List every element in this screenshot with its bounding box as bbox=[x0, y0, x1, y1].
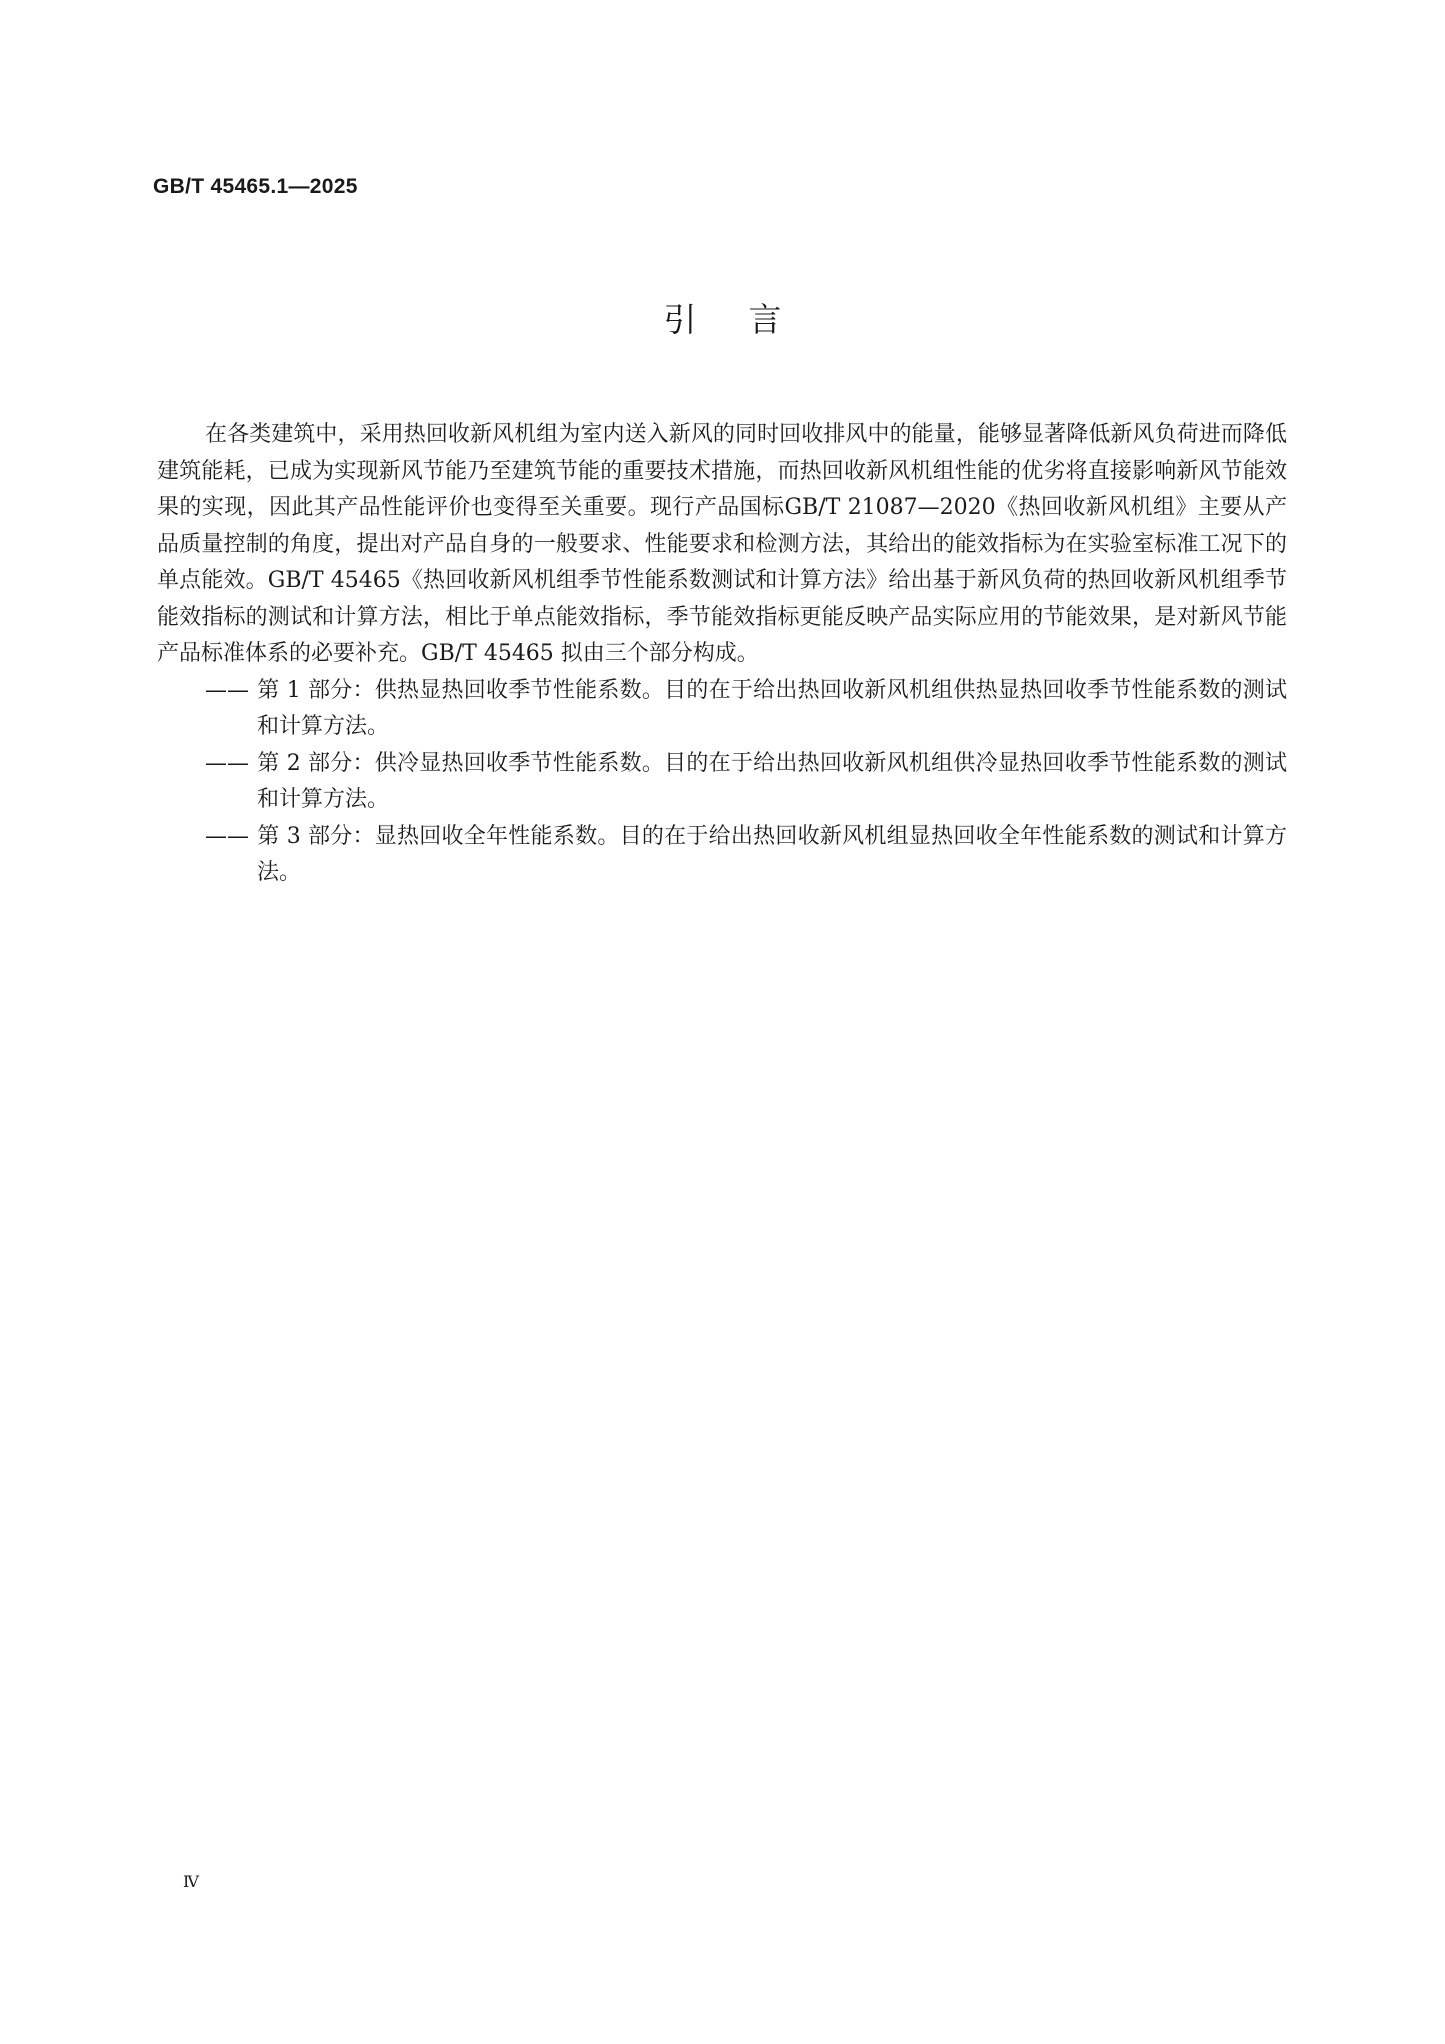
list-item-text: 第 3 部分：显热回收全年性能系数。目的在于给出热回收新风机组显热回收全年性能系数的测试和计算方法。 bbox=[257, 823, 1287, 885]
list-dash: —— bbox=[205, 750, 249, 776]
list-item-part-3 bbox=[157, 819, 1287, 892]
body-text bbox=[157, 417, 1287, 892]
intro-paragraph: 在各类建筑中，采用热回收新风机组为室内送入新风的同时回收排风中的能量，能够显著降低新风负荷进而降低建筑能耗，已成为实现新风节能乃至建筑节能的重要技术措施，而热回收新风机组性能的优劣将直接影响新风节能效果的实现，因此其产品性能评价也变得至关重要。现行产品国标GB/T 21087—2020《热回收新风机组》主要从产品质量控制的角度，提出对产品自身的一般要求、性能要求和检测方法，其给出的能效指标为在实验室标准工况下的单点能效。GB/T 45465《热回收新风机组季节性能系数测试和计算方法》给出基于新风负荷的热回收新风机组季节能效指标的测试和计算方法，相比于单点能效指标，季节能效指标更能反映产品实际应用的节能效果，是对新风节能产品标准体系的必要补充。GB/T 45465 拟由三个部分构成。 bbox=[157, 422, 1287, 666]
list-dash: —— bbox=[205, 677, 249, 703]
list-item-part-2 bbox=[157, 746, 1287, 819]
list-dash: —— bbox=[205, 823, 249, 849]
list-item-text: 第 2 部分：供冷显热回收季节性能系数。目的在于给出热回收新风机组供冷显热回收季节性能系数的测试和计算方法。 bbox=[257, 750, 1287, 812]
list-item-text: 第 1 部分：供热显热回收季节性能系数。目的在于给出热回收新风机组供热显热回收季节性能系数的测试和计算方法。 bbox=[257, 677, 1287, 739]
page-number: Ⅳ bbox=[183, 1872, 199, 1891]
document-code: GB/T 45465.1—2025 bbox=[153, 175, 358, 198]
section-title: 引言 bbox=[663, 300, 834, 339]
list-item-part-1 bbox=[157, 673, 1287, 746]
